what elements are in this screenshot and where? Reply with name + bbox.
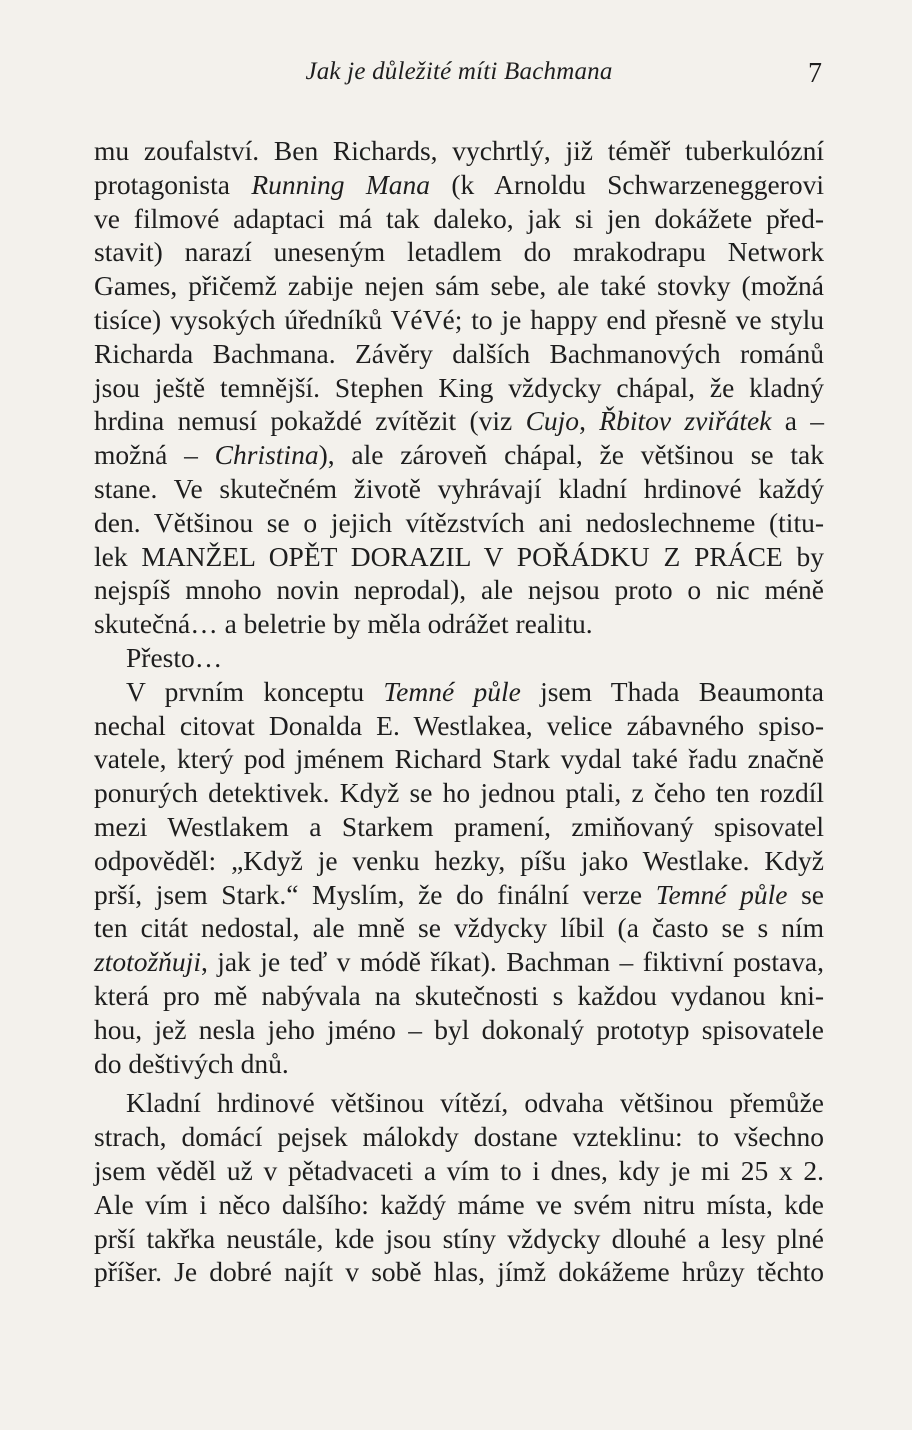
running-title: Jak je důležité míti Bachmana <box>305 58 613 85</box>
italic-text: Temné půle <box>383 675 521 707</box>
text-run: nejspíš mnoho novin neprodal), ale nejsou proto o nic méně <box>94 574 824 606</box>
text-line <box>94 438 824 472</box>
text-line <box>94 337 824 371</box>
text-run: (k Arnoldu Schwarzeneggerovi <box>430 168 824 200</box>
text-run: tisíce) vysokých úředníků VéVé; to je happy end přesně ve stylu <box>94 303 824 335</box>
text-line <box>94 540 824 574</box>
text-run: , jak je teď v módě říkat). Bachman – fiktivní postava, <box>200 946 824 978</box>
text-run: V prvním konceptu <box>126 675 384 707</box>
text-run: prší, jsem Stark.“ Myslím, že do finální verze <box>94 878 656 910</box>
italic-text: Running Mana <box>251 168 431 200</box>
text-run: ten citát nedostal, ale mně se vždycky líbil (a často se s ním <box>94 912 824 944</box>
text-run: skutečná… a beletrie by měla odrážet realitu. <box>94 608 593 640</box>
text-line <box>94 1188 824 1222</box>
text-line <box>94 1120 824 1154</box>
italic-text: Cujo <box>525 405 580 437</box>
text-run: Přesto… <box>126 641 223 673</box>
text-line <box>94 134 824 168</box>
text-line <box>94 235 824 269</box>
text-run: která pro mě nabývala na skutečnosti s každou vydanou kni- <box>94 979 824 1011</box>
text-run: mu zoufalství. Ben Richards, vychrtlý, již téměř tuberkulózní <box>94 135 824 166</box>
text-line <box>94 945 824 979</box>
text-line <box>94 878 824 912</box>
text-run: stavit) narazí uneseným letadlem do mrakodrapu Network <box>94 236 824 268</box>
text-run: nechal citovat Donalda E. Westlakea, velice zábavného spiso- <box>94 709 824 741</box>
text-line <box>94 742 824 776</box>
text-line <box>94 641 824 675</box>
italic-text: Temné půle <box>655 878 788 910</box>
text-run: den. Většinou se o jejich vítězstvích ani nedoslechneme (titu- <box>94 506 824 538</box>
text-run: strach, domácí pejsek málokdy dostane vzteklinu: to všechno <box>94 1121 824 1153</box>
text-line <box>94 506 824 540</box>
text-line <box>94 979 824 1013</box>
text-run: mezi Westlakem a Starkem pramení, zmiňovaný spisovatel <box>94 810 824 842</box>
text-run: příšer. Je dobré najít v sobě hlas, jímž dokážeme hrůzy těchto <box>94 1256 824 1288</box>
text-run: hrdina nemusí pokaždé zvítězit (viz <box>94 405 526 437</box>
text-run: Ale vím i něco dalšího: každý máme ve svém nitru místa, kde <box>94 1188 824 1220</box>
text-run: lek MANŽEL OPĚT DORAZIL V POŘÁDKU Z PRÁCE by <box>94 540 824 572</box>
italic-text: Řbitov zviřátek <box>599 405 772 437</box>
text-run: jsem Thada Beaumonta <box>520 675 824 707</box>
text-line <box>94 371 824 405</box>
text-run: vatele, který pod jménem Richard Stark vydal také řadu značně <box>94 743 824 775</box>
body-text <box>94 134 824 1289</box>
text-run: Games, přičemž zabije nejen sám sebe, ale také stovky (možná <box>94 270 824 302</box>
text-run: hou, jež nesla jeho jméno – byl dokonalý prototyp spisovatele <box>94 1013 824 1045</box>
text-line <box>94 911 824 945</box>
text-line <box>94 168 824 202</box>
text-line <box>94 472 824 506</box>
text-run: stane. Ve skutečném životě vyhrávají kladní hrdinové každý <box>94 472 824 504</box>
page-number: 7 <box>808 58 822 89</box>
text-run: a – <box>771 405 825 437</box>
text-line <box>94 1255 824 1289</box>
text-line <box>94 303 824 337</box>
running-head <box>94 58 824 92</box>
text-run: , <box>579 405 600 437</box>
text-line <box>94 573 824 607</box>
text-run: prší takřka neustále, kde jsou stíny vždycky dlouhé a lesy plné <box>94 1222 824 1254</box>
text-line <box>94 1154 824 1188</box>
text-run: ve filmové adaptaci má tak daleko, jak si jen dokážete před- <box>94 202 824 234</box>
text-run: protagonista <box>94 168 252 200</box>
text-line <box>94 202 824 236</box>
text-line <box>94 810 824 844</box>
text-line <box>94 844 824 878</box>
text-run: Kladní hrdinové většinou vítězí, odvaha většinou přemůže <box>126 1087 824 1119</box>
text-line <box>94 776 824 810</box>
text-line <box>94 709 824 743</box>
text-line <box>94 404 824 438</box>
italic-text: ztotožňuji <box>94 946 201 978</box>
text-line <box>94 1086 824 1120</box>
text-run: Richarda Bachmana. Závěry dalších Bachmanových románů <box>94 337 824 369</box>
text-run: se <box>787 878 824 910</box>
text-line <box>94 1222 824 1256</box>
text-run: ponurých detektivek. Když se ho jednou ptali, z čeho ten rozdíl <box>94 777 824 809</box>
text-line <box>94 607 824 641</box>
text-line <box>94 1047 824 1081</box>
text-line <box>94 1013 824 1047</box>
text-run: možná – <box>94 439 215 471</box>
text-line <box>94 675 824 709</box>
text-run: jsem věděl už v pětadvaceti a vím to i dnes, kdy je mi 25 x 2. <box>94 1154 824 1186</box>
text-run: do deštivých dnů. <box>94 1047 289 1079</box>
italic-text: Christina <box>214 439 319 471</box>
text-run: odpověděl: „Když je venku hezky, píšu jako Westlake. Když <box>94 844 824 876</box>
text-run: jsou ještě temnější. Stephen King vždycky chápal, že kladný <box>94 371 824 403</box>
text-run: ), ale zároveň chápal, že většinou se tak <box>318 439 824 471</box>
text-line <box>94 269 824 303</box>
